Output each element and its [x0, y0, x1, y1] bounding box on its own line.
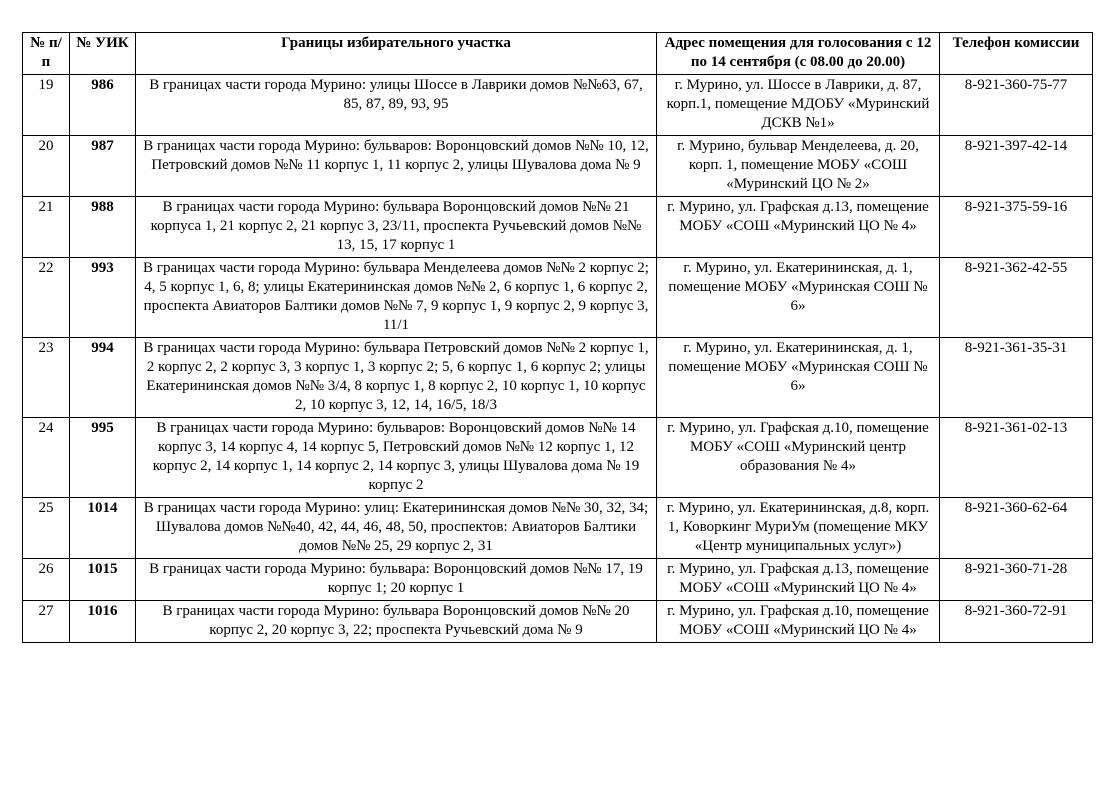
row-phone: 8-921-397-42-14 — [940, 136, 1093, 197]
table-row — [23, 75, 1093, 136]
row-uik: 987 — [70, 136, 136, 197]
polling-stations-table — [22, 32, 1093, 643]
row-address: г. Мурино, бульвар Менделеева, д. 20, корп. 1, помещение МОБУ «СОШ «Муринский ЦО № 2» — [657, 136, 940, 197]
row-address: г. Мурино, ул. Екатерининская, д. 1, помещение МОБУ «Муринская СОШ № 6» — [657, 258, 940, 338]
table-row — [23, 418, 1093, 498]
row-bounds: В границах части города Мурино: бульвара Петровский домов №№ 2 корпус 1, 2 корпус 2, 2 корпус 3, 3 корпус 1, 3 корпус 2; 5, 6 корпус 1, 6 корпус 2; улицы Екатерининская домов №№ 3/4, 8 корпус 1, 8 корпус 2, 10 корпус 1, 10 корпус 2, 10 корпус 3, 12, 14, 16/5, 18/3 — [136, 338, 657, 418]
row-bounds: В границах части города Мурино: бульвара: Воронцовский домов №№ 17, 19 корпус 1; 20 корпус 1 — [136, 559, 657, 601]
row-phone: 8-921-360-75-77 — [940, 75, 1093, 136]
header-address: Адрес помещения для голосования с 12 по 14 сентября (с 08.00 до 20.00) — [657, 33, 940, 75]
table-body — [23, 75, 1093, 643]
row-bounds: В границах части города Мурино: бульвара Воронцовский домов №№ 20 корпус 2, 20 корпус 3, 22; проспекта Ручьевский дома № 9 — [136, 601, 657, 643]
row-address: г. Мурино, ул. Екатерининская, д. 1, помещение МОБУ «Муринская СОШ № 6» — [657, 338, 940, 418]
header-bounds: Границы избирательного участка — [136, 33, 657, 75]
row-address: г. Мурино, ул. Графская д.10, помещение МОБУ «СОШ «Муринский центр образования № 4» — [657, 418, 940, 498]
table-row — [23, 559, 1093, 601]
row-address: г. Мурино, ул. Графская д.10, помещение МОБУ «СОШ «Муринский ЦО № 4» — [657, 601, 940, 643]
row-num: 21 — [23, 197, 70, 258]
row-phone: 8-921-360-62-64 — [940, 498, 1093, 559]
row-phone: 8-921-360-72-91 — [940, 601, 1093, 643]
row-bounds: В границах части города Мурино: улицы Шоссе в Лаврики домов №№63, 67, 85, 87, 89, 93, 95 — [136, 75, 657, 136]
row-uik: 993 — [70, 258, 136, 338]
row-uik: 988 — [70, 197, 136, 258]
row-address: г. Мурино, ул. Екатерининская, д.8, корп. 1, Коворкинг МуриУм (помещение МКУ «Центр муниципальных услуг») — [657, 498, 940, 559]
row-uik: 1015 — [70, 559, 136, 601]
row-bounds: В границах части города Мурино: бульваров: Воронцовский домов №№ 14 корпус 3, 14 корпус 4, 14 корпус 5, Петровский домов №№ 12 корпус 1, 12 корпус 2, 14 корпус 1, 14 корпус 2, 14 корпус 3, улицы Шувалова дома № 19 корпус 2 — [136, 418, 657, 498]
row-num: 25 — [23, 498, 70, 559]
header-uik: № УИК — [70, 33, 136, 75]
row-phone: 8-921-362-42-55 — [940, 258, 1093, 338]
row-phone: 8-921-375-59-16 — [940, 197, 1093, 258]
table-row — [23, 498, 1093, 559]
row-num: 24 — [23, 418, 70, 498]
table-row — [23, 197, 1093, 258]
row-bounds: В границах части города Мурино: бульвара Менделеева домов №№ 2 корпус 2; 4, 5 корпус 1, 6, 8; улицы Екатерининская домов №№ 2, 6 корпус 1, 6 корпус 2, проспекта Авиаторов Балтики домов №№ 7, 9 корпус 1, 9 корпус 2, 9 корпус 3, 11/1 — [136, 258, 657, 338]
row-phone: 8-921-361-35-31 — [940, 338, 1093, 418]
row-uik: 1016 — [70, 601, 136, 643]
row-phone: 8-921-360-71-28 — [940, 559, 1093, 601]
row-uik: 986 — [70, 75, 136, 136]
table-row — [23, 136, 1093, 197]
row-num: 22 — [23, 258, 70, 338]
row-num: 23 — [23, 338, 70, 418]
row-num: 27 — [23, 601, 70, 643]
header-num: № п/п — [23, 33, 70, 75]
table-header-row — [23, 33, 1093, 75]
table-row — [23, 338, 1093, 418]
row-uik: 995 — [70, 418, 136, 498]
row-address: г. Мурино, ул. Графская д.13, помещение МОБУ «СОШ «Муринский ЦО № 4» — [657, 197, 940, 258]
row-uik: 994 — [70, 338, 136, 418]
row-bounds: В границах части города Мурино: улиц: Екатерининская домов №№ 30, 32, 34; Шувалова домов №№40, 42, 44, 46, 48, 50, проспектов: Авиаторов Балтики домов №№ 25, 29 корпус 2, 31 — [136, 498, 657, 559]
row-num: 26 — [23, 559, 70, 601]
row-num: 19 — [23, 75, 70, 136]
row-uik: 1014 — [70, 498, 136, 559]
row-num: 20 — [23, 136, 70, 197]
table-row — [23, 601, 1093, 643]
table-row — [23, 258, 1093, 338]
row-phone: 8-921-361-02-13 — [940, 418, 1093, 498]
row-address: г. Мурино, ул. Графская д.13, помещение МОБУ «СОШ «Муринский ЦО № 4» — [657, 559, 940, 601]
row-address: г. Мурино, ул. Шоссе в Лаврики, д. 87, корп.1, помещение МДОБУ «Муринский ДСКВ №1» — [657, 75, 940, 136]
row-bounds: В границах части города Мурино: бульвара Воронцовский домов №№ 21 корпуса 1, 21 корпус 2, 21 корпус 3, 23/11, проспекта Ручьевский домов №№ 13, 15, 17 корпус 1 — [136, 197, 657, 258]
header-phone: Телефон комиссии — [940, 33, 1093, 75]
document-page — [22, 32, 1092, 643]
row-bounds: В границах части города Мурино: бульваров: Воронцовский домов №№ 10, 12, Петровский домов №№ 11 корпус 1, 11 корпус 2, улицы Шувалова дома № 9 — [136, 136, 657, 197]
